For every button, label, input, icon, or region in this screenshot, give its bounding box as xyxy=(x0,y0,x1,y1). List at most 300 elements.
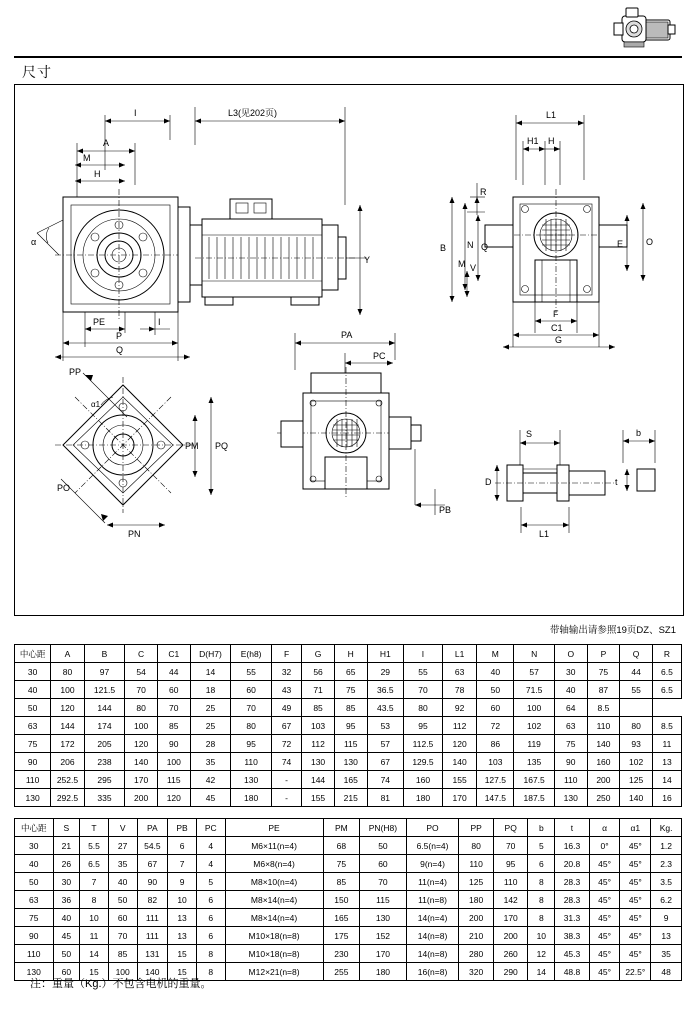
table-row xyxy=(15,699,682,717)
table-cell: 144 xyxy=(51,717,85,735)
table-row xyxy=(15,927,682,945)
table-cell: 80 xyxy=(51,663,85,681)
table-cell: 35 xyxy=(651,945,682,963)
table-cell: 144 xyxy=(84,699,125,717)
table-cell: 6.2 xyxy=(651,891,682,909)
table-cell: 85 xyxy=(323,873,360,891)
table-cell: - xyxy=(271,771,301,789)
table-cell: 15 xyxy=(168,945,197,963)
table-cell: 6.5(n=4) xyxy=(406,837,459,855)
table-cell: 165 xyxy=(323,909,360,927)
table-cell: 68 xyxy=(323,837,360,855)
table-cell: 70 xyxy=(360,873,407,891)
table-cell: 40 xyxy=(15,681,51,699)
table-row xyxy=(15,891,682,909)
column-header: I xyxy=(404,645,443,663)
svg-text:E: E xyxy=(617,239,624,249)
table-cell: 140 xyxy=(137,963,168,981)
table-row xyxy=(15,789,682,807)
table-cell: 8.5 xyxy=(652,717,681,735)
table-cell: 110 xyxy=(15,771,51,789)
table-cell: 255 xyxy=(323,963,360,981)
table-cell: 45° xyxy=(620,909,651,927)
table-cell: 11 xyxy=(80,927,109,945)
svg-text:G: G xyxy=(555,335,563,345)
column-header: P xyxy=(587,645,620,663)
table-cell: 292.5 xyxy=(51,789,85,807)
column-header: N xyxy=(514,645,555,663)
table-cell: 14(n=8) xyxy=(406,945,459,963)
svg-text:S: S xyxy=(526,429,533,439)
table-cell: 102 xyxy=(620,753,653,771)
column-header: H1 xyxy=(367,645,403,663)
table-cell: 120 xyxy=(157,789,190,807)
table-cell: 45° xyxy=(589,963,620,981)
svg-text:PB: PB xyxy=(439,505,452,515)
table-cell: 70 xyxy=(404,681,443,699)
table-cell: 82 xyxy=(137,891,168,909)
table-cell: 56 xyxy=(302,663,335,681)
table-cell: 130 xyxy=(360,909,407,927)
table-cell: 29 xyxy=(367,663,403,681)
table-cell: 13 xyxy=(652,753,681,771)
table-cell: 140 xyxy=(442,753,476,771)
svg-text:R: R xyxy=(480,187,487,197)
table-cell: 74 xyxy=(271,753,301,771)
table-cell: 97 xyxy=(84,663,125,681)
svg-text:L3(见202页): L3(见202页) xyxy=(228,108,278,118)
svg-text:F: F xyxy=(553,309,559,319)
table-cell: 40 xyxy=(108,873,137,891)
column-header: t xyxy=(555,819,590,837)
table-cell: 85 xyxy=(334,699,367,717)
table-cell: 95 xyxy=(334,717,367,735)
table-cell: 8 xyxy=(196,963,225,981)
table-cell: 180 xyxy=(459,891,494,909)
table-cell: M6×8(n=4) xyxy=(225,855,323,873)
column-header: F xyxy=(271,645,301,663)
table-cell: 13 xyxy=(651,927,682,945)
table-cell: 40 xyxy=(554,681,587,699)
table-cell: 111 xyxy=(137,909,168,927)
table-cell: 112 xyxy=(302,735,335,753)
column-header: PO xyxy=(406,819,459,837)
table-cell: 45 xyxy=(53,927,80,945)
table-cell: 45° xyxy=(589,891,620,909)
table-cell: 30 xyxy=(53,873,80,891)
table-cell: 6 xyxy=(528,855,555,873)
table-cell: 45° xyxy=(589,945,620,963)
table-cell: 90 xyxy=(554,753,587,771)
table-cell: 7 xyxy=(80,873,109,891)
table-cell: 45° xyxy=(620,891,651,909)
table-cell: 160 xyxy=(404,771,443,789)
table-cell: 167.5 xyxy=(514,771,555,789)
table-cell: 45° xyxy=(620,927,651,945)
table-cell: 25 xyxy=(190,717,231,735)
column-header: C xyxy=(125,645,158,663)
table-cell: 57 xyxy=(367,735,403,753)
svg-text:V: V xyxy=(470,263,477,273)
table-cell: 15 xyxy=(80,963,109,981)
table-cell: M8×14(n=4) xyxy=(225,891,323,909)
table-cell: 87 xyxy=(587,681,620,699)
table-cell: 78 xyxy=(442,681,476,699)
table-cell: 100 xyxy=(108,963,137,981)
table-row xyxy=(15,753,682,771)
table-cell: 125 xyxy=(620,771,653,789)
table-cell: 36.5 xyxy=(367,681,403,699)
svg-text:H: H xyxy=(548,136,555,146)
table-cell: 85 xyxy=(157,717,190,735)
column-header: PQ xyxy=(493,819,528,837)
table-cell: 110 xyxy=(231,753,272,771)
svg-text:PP: PP xyxy=(69,367,82,377)
table-cell: 147.5 xyxy=(477,789,514,807)
table-cell: 130 xyxy=(334,753,367,771)
table-cell: 75 xyxy=(323,855,360,873)
table-cell: 95 xyxy=(404,717,443,735)
table-row xyxy=(15,717,682,735)
table-row xyxy=(15,855,682,873)
table-cell: 155 xyxy=(302,789,335,807)
table-cell: 27 xyxy=(108,837,137,855)
table-cell: 55 xyxy=(231,663,272,681)
table-cell: 20.8 xyxy=(555,855,590,873)
table-cell: M8×14(n=4) xyxy=(225,909,323,927)
table-cell: 4 xyxy=(196,837,225,855)
table-cell: 11(n=8) xyxy=(406,891,459,909)
table-cell: 75 xyxy=(587,663,620,681)
table-cell: 90 xyxy=(137,873,168,891)
table-cell: 55 xyxy=(404,663,443,681)
svg-text:L1: L1 xyxy=(539,529,550,539)
table-cell: 81 xyxy=(367,789,403,807)
svg-text:P: P xyxy=(116,331,123,341)
table-cell: 170 xyxy=(493,909,528,927)
table-cell: 85 xyxy=(302,699,335,717)
table-cell: 5 xyxy=(528,837,555,855)
svg-text:M: M xyxy=(458,259,466,269)
table-cell: 60 xyxy=(53,963,80,981)
table-cell: 119 xyxy=(514,735,555,753)
svg-text:α: α xyxy=(31,237,37,247)
right-note: 带轴输出请参照19页DZ、SZ1 xyxy=(549,625,676,636)
table-cell: 127.5 xyxy=(477,771,514,789)
column-header: Q xyxy=(620,645,653,663)
table-row xyxy=(15,945,682,963)
column-header: A xyxy=(51,645,85,663)
page-title: 尺寸 xyxy=(22,64,52,80)
table-cell: 295 xyxy=(84,771,125,789)
table-cell: 75 xyxy=(334,681,367,699)
table-cell: 8.5 xyxy=(587,699,620,717)
table-cell: 210 xyxy=(459,927,494,945)
table-cell: 115 xyxy=(360,891,407,909)
column-header: T xyxy=(80,819,109,837)
column-header: C1 xyxy=(157,645,190,663)
table-row xyxy=(15,909,682,927)
column-header: V xyxy=(108,819,137,837)
table-cell: 144 xyxy=(302,771,335,789)
table-cell: 4 xyxy=(196,855,225,873)
table-cell: 22.5° xyxy=(620,963,651,981)
column-header: S xyxy=(53,819,80,837)
table-cell: 75 xyxy=(15,909,54,927)
table-cell: 215 xyxy=(334,789,367,807)
table-cell: 63 xyxy=(554,717,587,735)
table-cell: 6 xyxy=(196,891,225,909)
svg-text:O: O xyxy=(646,237,654,247)
table-cell: M6×11(n=4) xyxy=(225,837,323,855)
table-cell: 206 xyxy=(51,753,85,771)
dimension-table-2 xyxy=(14,818,682,981)
column-header: B xyxy=(84,645,125,663)
table-cell: 1.2 xyxy=(651,837,682,855)
table-cell: 90 xyxy=(157,735,190,753)
table-cell: 93 xyxy=(620,735,653,753)
table-cell: 120 xyxy=(51,699,85,717)
table-cell: 45° xyxy=(589,927,620,945)
svg-text:b: b xyxy=(636,428,642,438)
table-cell: 18 xyxy=(190,681,231,699)
table-cell: 175 xyxy=(323,927,360,945)
table-cell: 80 xyxy=(620,717,653,735)
table-cell: 55 xyxy=(620,681,653,699)
table-cell: 15 xyxy=(168,963,197,981)
table-cell: 32 xyxy=(271,663,301,681)
table-cell: 63 xyxy=(15,891,54,909)
column-header: M xyxy=(477,645,514,663)
table-cell: 80 xyxy=(459,837,494,855)
table-cell: 60 xyxy=(157,681,190,699)
table-cell: 100 xyxy=(125,717,158,735)
svg-text:PQ: PQ xyxy=(215,441,229,451)
table-cell: 115 xyxy=(157,771,190,789)
table-cell: 205 xyxy=(84,735,125,753)
table-cell: 200 xyxy=(587,771,620,789)
svg-text:PE: PE xyxy=(93,317,106,327)
table-cell: 80 xyxy=(404,699,443,717)
table-cell: 36 xyxy=(53,891,80,909)
table-cell: 85 xyxy=(108,945,137,963)
table-cell: 200 xyxy=(125,789,158,807)
table-cell: 100 xyxy=(157,753,190,771)
column-header: L1 xyxy=(442,645,476,663)
table-cell: 80 xyxy=(125,699,158,717)
svg-text:I: I xyxy=(134,108,137,118)
column-header: PM xyxy=(323,819,360,837)
table-cell: 7 xyxy=(168,855,197,873)
table-cell: 121.5 xyxy=(84,681,125,699)
table-cell: 110 xyxy=(15,945,54,963)
table-cell xyxy=(620,699,653,717)
table-cell: 111 xyxy=(137,927,168,945)
svg-text:H1: H1 xyxy=(527,136,539,146)
column-header: PC xyxy=(196,819,225,837)
table-cell: 155 xyxy=(442,771,476,789)
table-cell: 6.5 xyxy=(652,663,681,681)
table-cell: 45.3 xyxy=(555,945,590,963)
table-cell: 63 xyxy=(442,663,476,681)
table-cell: 11(n=4) xyxy=(406,873,459,891)
table-cell: 72 xyxy=(477,717,514,735)
table-cell: 13 xyxy=(168,909,197,927)
table-cell: 80 xyxy=(231,717,272,735)
svg-text:H: H xyxy=(94,169,101,179)
table-cell: 14(n=8) xyxy=(406,927,459,945)
dimension-drawing xyxy=(14,84,684,616)
table-cell: 238 xyxy=(84,753,125,771)
table-cell: 131 xyxy=(137,945,168,963)
table-cell: 130 xyxy=(15,963,54,981)
table-cell: 16(n=8) xyxy=(406,963,459,981)
table-cell: 48.8 xyxy=(555,963,590,981)
table-cell: 170 xyxy=(442,789,476,807)
table-cell: 200 xyxy=(493,927,528,945)
svg-text:PA: PA xyxy=(341,330,353,340)
table-cell: 12 xyxy=(528,945,555,963)
table-cell: 8 xyxy=(80,891,109,909)
table-cell: 45° xyxy=(620,945,651,963)
table-cell: 90 xyxy=(15,753,51,771)
table-cell: 8 xyxy=(528,909,555,927)
table-cell: 174 xyxy=(84,717,125,735)
table-cell: 230 xyxy=(323,945,360,963)
table-cell: 48 xyxy=(651,963,682,981)
table-header-row xyxy=(15,819,682,837)
column-header: 中心距 xyxy=(15,819,54,837)
table-cell: 8 xyxy=(528,891,555,909)
table-cell: 165 xyxy=(334,771,367,789)
table-cell: 10 xyxy=(168,891,197,909)
column-header: Kg. xyxy=(651,819,682,837)
table-cell: 42 xyxy=(190,771,231,789)
table-cell: 11 xyxy=(652,735,681,753)
table-cell: 110 xyxy=(587,717,620,735)
column-header: α xyxy=(589,819,620,837)
table-cell: 140 xyxy=(125,753,158,771)
column-header: PB xyxy=(168,819,197,837)
svg-text:M: M xyxy=(83,153,91,163)
table-row xyxy=(15,663,682,681)
table-cell: 72 xyxy=(271,735,301,753)
table-cell: 130 xyxy=(231,771,272,789)
table-cell: 10 xyxy=(528,927,555,945)
table-cell: 28.3 xyxy=(555,891,590,909)
table-cell: 21 xyxy=(53,837,80,855)
table-cell: 103 xyxy=(477,753,514,771)
table-cell: 2.3 xyxy=(651,855,682,873)
table-cell: M8×10(n=4) xyxy=(225,873,323,891)
table-cell: 13 xyxy=(168,927,197,945)
table-cell: 31.3 xyxy=(555,909,590,927)
table-cell: 3.5 xyxy=(651,873,682,891)
table-cell: 67 xyxy=(137,855,168,873)
table-cell: 112 xyxy=(442,717,476,735)
table-cell: 50 xyxy=(360,837,407,855)
column-header: O xyxy=(554,645,587,663)
table-cell: 35 xyxy=(108,855,137,873)
table-cell: 92 xyxy=(442,699,476,717)
svg-text:L1: L1 xyxy=(546,110,557,120)
table-cell: 250 xyxy=(587,789,620,807)
table-cell: 100 xyxy=(51,681,85,699)
table-cell: 120 xyxy=(125,735,158,753)
table-cell: 50 xyxy=(477,681,514,699)
table-cell: 125 xyxy=(459,873,494,891)
table-cell: 0° xyxy=(589,837,620,855)
svg-text:Q: Q xyxy=(481,242,489,252)
table-cell: 110 xyxy=(554,771,587,789)
table-cell: 103 xyxy=(302,717,335,735)
table-header-row xyxy=(15,645,682,663)
gear-motor-icon xyxy=(600,6,678,52)
table-cell: 6.5 xyxy=(652,681,681,699)
table-cell: 5 xyxy=(196,873,225,891)
column-header: H xyxy=(334,645,367,663)
table-cell: 45° xyxy=(589,909,620,927)
table-cell: 320 xyxy=(459,963,494,981)
table-cell: 74 xyxy=(367,771,403,789)
table-cell: 45 xyxy=(190,789,231,807)
svg-text:I: I xyxy=(158,317,161,327)
table-cell: 6 xyxy=(168,837,197,855)
table-cell: 60 xyxy=(108,909,137,927)
dimension-table-1 xyxy=(14,644,682,807)
table-cell: 9(n=4) xyxy=(406,855,459,873)
svg-text:Q: Q xyxy=(116,345,124,355)
table-cell: 60 xyxy=(477,699,514,717)
table-cell: 110 xyxy=(493,873,528,891)
table-cell: 14 xyxy=(652,771,681,789)
table-cell: 50 xyxy=(108,891,137,909)
table-cell: 67 xyxy=(271,717,301,735)
table-cell: 5.5 xyxy=(80,837,109,855)
table-cell: 129.5 xyxy=(404,753,443,771)
table-row xyxy=(15,771,682,789)
column-header: PA xyxy=(137,819,168,837)
table-cell: 71.5 xyxy=(514,681,555,699)
svg-text:α1: α1 xyxy=(91,400,101,409)
table-cell: - xyxy=(271,789,301,807)
table-cell: 40 xyxy=(477,663,514,681)
table-cell: 9 xyxy=(168,873,197,891)
table-cell: 45° xyxy=(589,873,620,891)
table-row xyxy=(15,873,682,891)
table-cell: 60 xyxy=(231,681,272,699)
table-cell: 172 xyxy=(51,735,85,753)
table-cell: 6 xyxy=(196,927,225,945)
table-cell: 30 xyxy=(554,663,587,681)
table-cell: 8 xyxy=(196,945,225,963)
table-cell: 10 xyxy=(80,909,109,927)
table-cell: 16 xyxy=(652,789,681,807)
header-divider xyxy=(14,56,682,58)
table-row xyxy=(15,735,682,753)
table-cell: 53 xyxy=(367,717,403,735)
table-cell: 180 xyxy=(360,963,407,981)
table-cell: 130 xyxy=(302,753,335,771)
table-cell: 38.3 xyxy=(555,927,590,945)
table-cell: 49 xyxy=(271,699,301,717)
table-cell: 40 xyxy=(15,855,54,873)
table-cell: 70 xyxy=(125,681,158,699)
table-cell: 14 xyxy=(190,663,231,681)
table-cell: 64 xyxy=(554,699,587,717)
table-cell: 50 xyxy=(53,945,80,963)
table-cell: 6 xyxy=(196,909,225,927)
